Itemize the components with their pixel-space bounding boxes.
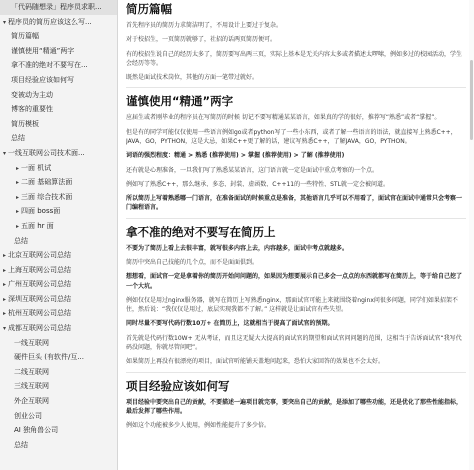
paragraph: 例如仅仅是用过nginx服务器，就写在简历上写熟悉nginx，那面试官可能上来就围绕着nginx问很多问题，同学们如果招架不住，然后说：“我仅仅是用过，底层实现我都不了解。” 这样就是让面试官有些失望。 xyxy=(126,296,458,314)
sidebar-item[interactable] xyxy=(0,277,117,292)
sidebar-item[interactable] xyxy=(0,423,117,438)
sidebar-item-label: 深圳互联网公司总结 xyxy=(8,294,71,303)
sidebar-item[interactable] xyxy=(0,379,117,394)
sidebar-item[interactable] xyxy=(0,58,117,73)
sidebar-item[interactable] xyxy=(0,292,117,307)
sidebar-item-label: 二面 基础算法面 xyxy=(21,178,73,187)
sidebar-item[interactable] xyxy=(0,175,117,190)
sidebar-item-label: 项目经验应该如何写 xyxy=(11,75,74,84)
sidebar-item[interactable] xyxy=(0,350,117,365)
paragraph: 如果简历上再没有很漂亮的项目，面试官听能铺天盖地问起来，恐怕大家回答的效果也不会太好。 xyxy=(126,358,385,366)
paragraph: 应届生或者刚毕业的程序员在写简历的时候 切记不要写精通某某语言，如果真的学的很好，推荐写“熟悉”或者“掌握”。 xyxy=(126,114,441,122)
sidebar-item[interactable] xyxy=(0,365,117,380)
divider xyxy=(126,218,466,219)
sidebar-item-label: 一线互联网 xyxy=(14,338,49,347)
chevron-right-icon[interactable]: ▸ xyxy=(15,222,19,230)
sidebar-item[interactable] xyxy=(0,394,117,409)
sidebar-item[interactable] xyxy=(0,321,117,336)
sidebar-item-label: 上海互联网公司总结 xyxy=(8,265,71,274)
sidebar-item-label: 成都互联网公司总结 xyxy=(8,324,71,333)
sidebar-item-label: 一线互联网公司技术面... xyxy=(8,148,85,157)
paragraph: 项目经验中要突出自己的贡献，不要描述一遍项目就完事，要突出自己的贡献，是添加了哪些功能，还是优化了那些性能指标，最后发挥了哪些作用。 xyxy=(126,398,463,415)
sidebar-item[interactable] xyxy=(0,146,117,161)
sidebar-item-label: 广州互联网公司总结 xyxy=(8,280,71,289)
paragraph: 例如写了熟悉C++，那么继承、多态、封装、虚函数、C++11的一些特性、STL就一定会被问道。 xyxy=(126,180,389,188)
sidebar-item[interactable] xyxy=(0,73,117,88)
sidebar-item-label: 简历模板 xyxy=(11,119,39,128)
sidebar-item[interactable] xyxy=(0,306,117,321)
sidebar-item-label: 总结 xyxy=(14,440,28,449)
paragraph: 但是有的同学可能仅仅使用一些语言例如go或者python写了一些小东西，或者了解一些语言的语法，就直接写上熟悉C++，JAVA，GO，PYTHON，这是大忌，如果C++更了解的话，建议写熟悉C++，了解JAVA，GO，PYTHON。 xyxy=(126,128,457,145)
sidebar-item-label: 三线互联网 xyxy=(14,382,49,391)
sidebar-item[interactable] xyxy=(0,248,117,263)
document-content xyxy=(126,0,466,470)
sidebar-item[interactable] xyxy=(0,219,117,234)
chevron-right-icon[interactable]: ▸ xyxy=(15,193,19,201)
sidebar-item-label: 硬件巨头 (有软件/互... xyxy=(14,353,84,362)
sidebar-item-label: 五面 hr 面 xyxy=(21,221,54,230)
sidebar-item[interactable] xyxy=(0,204,117,219)
sidebar-item-label: 变被动为主动 xyxy=(11,90,53,99)
sidebar-item-label: 程序员的简历应该这么写... xyxy=(8,17,92,26)
paragraph: 既然是面试技术岗位，其他的方面一笔带过就好。 xyxy=(126,74,259,82)
sidebar-item[interactable] xyxy=(0,409,117,424)
section-heading-project-experience: 项目经验应该如何写 xyxy=(126,378,230,393)
sidebar-item[interactable] xyxy=(0,161,117,176)
sidebar-item-label: 一面 机试 xyxy=(21,163,52,172)
chevron-right-icon[interactable]: ▸ xyxy=(2,281,6,289)
chevron-right-icon[interactable]: ▸ xyxy=(2,252,6,260)
sidebar-item[interactable] xyxy=(0,0,117,15)
sidebar-item[interactable] xyxy=(0,88,117,103)
chevron-right-icon[interactable]: ▸ xyxy=(15,208,19,216)
sidebar-item-label: 「代码随想录」程序员求职... xyxy=(11,3,102,11)
sidebar-item[interactable] xyxy=(0,263,117,278)
sidebar-item-label: 总结 xyxy=(14,236,28,245)
sidebar-item[interactable] xyxy=(0,29,117,44)
sidebar-item-label: 总结 xyxy=(11,134,25,143)
paragraph: 例如这个功能被多少人使用，例如性能提升了多少倍。 xyxy=(126,422,271,430)
paragraph: 同时尽量不要写代码行数10万+ 在简历上，这就相当于提高了面试官的预期。 xyxy=(126,320,334,328)
content-scrollbar[interactable] xyxy=(469,0,474,470)
sidebar-item-label: 创业公司 xyxy=(14,411,42,420)
sidebar-item[interactable] xyxy=(0,131,117,146)
sidebar-item[interactable] xyxy=(0,190,117,205)
sidebar-item-label: 简历篇幅 xyxy=(11,32,39,41)
paragraph: 词语的强烈程度：精通 > 熟悉 (推荐使用) > 掌握 (推荐使用) > 了解 (推荐使用) xyxy=(126,152,345,160)
chevron-right-icon[interactable]: ▸ xyxy=(15,179,19,187)
section-heading-uncertain: 拿不准的绝对不要写在简历上 xyxy=(126,224,276,239)
sidebar-item[interactable] xyxy=(0,44,117,59)
scrollbar-thumb[interactable] xyxy=(470,60,473,140)
sidebar-item-label: 北京互联网公司总结 xyxy=(8,251,71,260)
sidebar-item-label: 拿不准的绝对不要写在... xyxy=(11,61,88,70)
sidebar-item[interactable] xyxy=(0,102,117,117)
sidebar-item-label: AI 独角兽公司 xyxy=(14,426,59,435)
paragraph: 想想看，面试官一定是拿着你的简历开始问问题的，如果因为想要展示自己多会一点点的东西就都写在简历上，等于给自己挖了一个大坑。 xyxy=(126,273,463,290)
sidebar-item-label: 三面 综合技术面 xyxy=(21,192,73,201)
chevron-down-icon[interactable]: ▾ xyxy=(2,325,6,333)
sidebar-item-label: 杭州互联网公司总结 xyxy=(8,309,71,318)
sidebar-item-label: 博客的重要性 xyxy=(11,105,53,114)
section-heading-resume-length: 简历篇幅 xyxy=(126,2,172,16)
sidebar-item-label: 二线互联网 xyxy=(14,367,49,376)
paragraph: 首先就是代码行数10W+ 无从考证，而且这无疑大大提高的面试官的期望和面试官问问题的范围，这相当于告诉面试官“我写代码没问题，你就尽管问吧”。 xyxy=(126,334,462,352)
chevron-down-icon[interactable]: ▾ xyxy=(2,149,6,157)
section-heading-proficient: 谨慎使用“精通”两字 xyxy=(126,94,234,109)
paragraph: 不要为了简历上看上去很丰富，就写很多内容上去，内容越多，面试中考点就越多。 xyxy=(126,244,349,252)
divider xyxy=(126,87,466,88)
sidebar-item[interactable] xyxy=(0,438,117,453)
chevron-right-icon[interactable]: ▸ xyxy=(15,164,19,172)
paragraph: 对于校招生，一页简历就够了，社招的话两页简历便可。 xyxy=(126,36,277,44)
paragraph: 有的校招生说自己的经历太多了，简历要写出两三页，实际上基本是无关内容太多或者描述太啰嗦，例如多过的校园活动，学生会经历等等。 xyxy=(126,50,463,67)
sidebar-item[interactable] xyxy=(0,15,117,30)
sidebar-item[interactable] xyxy=(0,234,117,249)
chevron-right-icon[interactable]: ▸ xyxy=(2,310,6,318)
chevron-right-icon[interactable]: ▸ xyxy=(2,295,6,303)
chevron-down-icon[interactable]: ▾ xyxy=(2,18,6,26)
sidebar-item-label: 谨慎使用“精通”两字 xyxy=(11,46,75,55)
chevron-right-icon[interactable]: ▸ xyxy=(2,266,6,274)
sidebar-item-label: 外企互联网 xyxy=(14,397,49,406)
paragraph: 简历中突出自己技能的几个点，而不是面面俱到。 xyxy=(126,258,259,266)
paragraph: 还有就是心理准备，一旦我们写了熟悉某某语言，这门语言就一定是面试中重点考察的一个点。 xyxy=(126,166,379,174)
sidebar-item-label: 四面 boss面 xyxy=(21,207,61,216)
sidebar-outline xyxy=(0,0,118,470)
paragraph: 所以简历上写着熟悉哪一门语言，在准备面试的时候重点是准备，其他语言几乎可以不用看了，面试官在面试中通常只会考察一门编程语言。 xyxy=(126,195,463,212)
paragraph: 首先程序员的简历力求简洁明了，不用设计上要过于复杂。 xyxy=(126,21,283,29)
divider xyxy=(126,372,466,373)
sidebar-item[interactable] xyxy=(0,336,117,351)
sidebar-item[interactable] xyxy=(0,117,117,132)
